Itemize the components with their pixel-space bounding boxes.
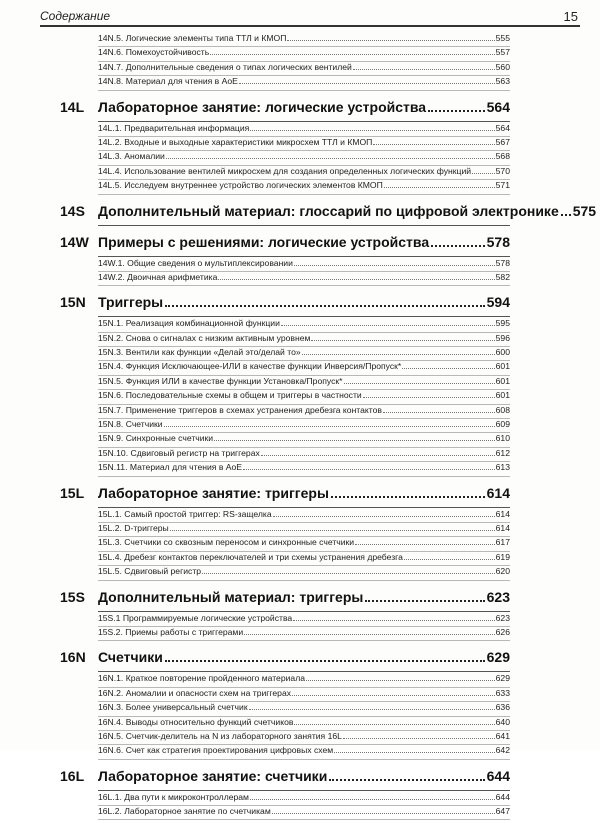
dot-leader [373,144,494,145]
entry-page: 600 [495,347,510,358]
entry-page: 612 [495,447,510,458]
chapter-title-line [98,203,596,219]
chapter-title-line [98,768,510,784]
chapter-page: 594 [486,294,510,311]
section-list [60,33,510,91]
toc-chapter [60,294,510,476]
entry-page: 613 [495,462,510,473]
toc-entry[interactable] [98,566,510,580]
entry-page: 629 [495,673,510,684]
dot-leader [287,40,494,41]
chapter-heading[interactable] [60,649,510,671]
entry-label: 14L.4. Использование вентилей микросхем для создания определенных логических функций [98,165,472,176]
entry-label: 14L.5. Исследуем внутреннее устройство логических элементов КМОП [98,180,383,191]
dot-leader [166,158,495,159]
entry-page: 570 [495,165,510,176]
entry-page: 633 [495,687,510,698]
dot-leader [329,779,484,781]
entry-label: 16N.6. Счет как стратегия проектирования цифровых схем [98,745,334,756]
chapter-number: 14L [60,98,85,115]
entry-page: 640 [495,716,510,727]
entry-label: 14N.5. Логические элементы типа ТТЛ и КМОП [98,33,287,43]
toc-entry[interactable] [98,390,510,404]
dot-leader [250,799,495,800]
toc-entry[interactable] [98,806,510,820]
entry-page: 636 [495,702,510,713]
dot-leader [302,354,495,355]
toc-entry[interactable] [98,318,510,332]
toc-entry[interactable] [98,258,510,272]
chapter-number: 15N [60,294,86,311]
chapter-rule [98,256,510,257]
toc-entry[interactable] [98,137,510,151]
toc-chapter [60,202,597,226]
dot-leader [170,530,495,531]
toc-entry[interactable] [98,33,510,47]
dot-leader [243,469,495,470]
dot-leader [218,279,494,280]
entry-label: 15N.9. Синхронные счетчики [98,433,214,444]
toc-entry[interactable] [98,613,510,627]
chapter-title: Лабораторное занятие: счетчики [98,767,328,784]
chapter-title: Счетчики [98,649,163,666]
entry-page: 609 [495,419,510,430]
toc-entry[interactable] [98,376,510,390]
toc-chapter [60,485,510,581]
entry-page: 557 [495,47,510,58]
dot-leader [249,709,495,710]
toc-entry[interactable] [98,702,510,716]
chapter-title-line [98,485,510,501]
entry-label: 15L.3. Счетчики со сквозным переносом и синхронные счетчики [98,537,355,548]
entry-label: 15N.1. Реализация комбинационной функции [98,318,280,329]
chapter-title: Примеры с решениями: логические устройства [98,233,430,250]
entry-page: 601 [495,375,510,386]
entry-label: 14W.1. Общие сведения о мультиплексировании [98,257,293,268]
chapter-number: 14S [60,202,85,219]
entry-page: 564 [495,122,510,133]
chapter-title-line [98,589,510,605]
toc-entry[interactable] [98,405,510,419]
dot-leader [214,440,495,441]
chapter-page: 578 [486,233,510,250]
toc-entry[interactable] [98,462,510,476]
section-list [60,509,510,581]
toc-entry[interactable] [98,166,510,180]
chapter-title-line [98,99,510,115]
dot-leader [261,455,495,456]
entry-label: 15N.7. Применение триггеров в схемах устранения дребезга контактов [98,404,382,415]
dot-leader [365,600,484,602]
toc-entry[interactable] [98,151,510,165]
dot-leader [239,83,495,84]
entry-page: 614 [495,508,510,519]
entry-page: 614 [495,522,510,533]
toc-entry[interactable] [98,333,510,347]
toc-entry[interactable] [98,347,510,361]
chapter-rule [98,611,510,612]
dot-leader [384,187,495,188]
chapter-page: 575 [572,202,597,219]
entry-page: 568 [495,151,510,162]
entry-label: 16L.1. Два пути к микроконтроллерам [98,791,249,802]
toc-entry[interactable] [98,627,510,641]
chapter-page: 564 [486,98,510,115]
toc-entry[interactable] [98,47,510,61]
dot-leader [344,383,495,384]
chapter-title: Триггеры [98,294,164,311]
chapter-number: 16N [60,649,86,666]
chapter-page: 629 [486,649,510,666]
toc-entry[interactable] [98,717,510,731]
toc-entry[interactable] [98,448,510,462]
chapter-heading[interactable] [60,768,510,790]
entry-page: 620 [495,566,510,577]
chapter-heading[interactable] [60,99,510,121]
section-list [60,318,510,476]
chapter-rule [98,671,510,672]
chapter-page: 644 [486,767,510,784]
entry-page: 601 [495,361,510,372]
toc-entry[interactable] [98,731,510,745]
entry-page: 610 [495,433,510,444]
dot-leader [165,305,485,307]
entry-label: 14W.2. Двоичная арифметика [98,271,218,282]
table-of-contents [60,33,597,824]
section-list [60,123,510,195]
dot-leader [363,397,495,398]
dot-leader [202,573,495,574]
dot-leader [281,325,495,326]
dot-leader [343,738,495,739]
entry-page: 642 [495,745,510,756]
entry-label: 16N.1. Краткое повторение пройденного материала [98,673,305,684]
toc-chapter [60,768,510,821]
header-rule [40,25,580,27]
dot-leader [355,544,495,545]
toc-chapter [60,234,510,287]
entry-label: 15N.10. Сдвиговый регистр на триггерах [98,447,260,458]
chapter-title: Лабораторное занятие: логические устройства [98,98,427,115]
dot-leader [306,680,495,681]
entry-label: 14L.2. Входные и выходные характеристики микросхем ТТЛ и КМОП [98,136,373,147]
toc-chapter [60,33,510,91]
toc-entry[interactable] [98,537,510,551]
entry-label: 15N.2. Снова о сигналах с низким активным уровнем [98,332,311,343]
toc-chapter [60,589,510,642]
chapter-title: Дополнительный материал: глоссарий по цифровой электронике [98,202,559,219]
section-list [60,613,510,642]
chapter-rule [98,507,510,508]
chapter-page: 614 [486,484,510,501]
chapter-number: 16L [60,767,85,784]
dot-leader [428,110,485,112]
chapter-title-line [98,234,510,250]
entry-label: 14N.6. Помехоустойчивость [98,47,210,58]
toc-entry[interactable] [98,76,510,90]
chapter-title: Дополнительный материал: триггеры [98,588,364,605]
page-header [40,6,590,26]
dot-leader [431,245,485,247]
toc-entry[interactable] [98,745,510,759]
dot-leader [472,173,495,174]
dot-leader [383,412,495,413]
entry-label: 15L.1. Самый простой триггер: RS-защелка [98,508,272,519]
dot-leader [273,516,495,517]
toc-entry[interactable] [98,552,510,566]
running-title: Содержание [40,9,111,23]
entry-page: 641 [495,730,510,741]
entry-label: 15N.5. Функция ИЛИ в качестве функции Установка/Пропуск* [98,375,343,386]
entry-page: 608 [495,404,510,415]
entry-label: 15L.5. Сдвиговый регистр [98,566,202,577]
entry-page: 595 [495,318,510,329]
chapter-number: 14W [60,233,89,250]
chapter-page: 623 [486,588,510,605]
dot-leader [404,559,495,560]
entry-label: 14N.8. Материал для чтения в AoE [98,76,238,87]
dot-leader [210,54,494,55]
entry-page: 563 [495,76,510,87]
entry-page: 571 [495,180,510,191]
entry-label: 15N.11. Материал для чтения в AoE [98,462,243,473]
toc-entry[interactable] [98,419,510,433]
chapter-rule [98,121,510,122]
chapter-heading[interactable] [60,485,510,507]
entry-page: 626 [495,626,510,637]
entry-label: 16N.5. Счетчик-делитель на N из лабораторного занятия 16L [98,730,342,741]
dot-leader [272,813,495,814]
toc-entry[interactable] [98,688,510,702]
dot-leader [292,695,495,696]
dot-leader [164,426,495,427]
dot-leader [244,634,495,635]
entry-page: 617 [495,537,510,548]
chapter-number: 15S [60,588,85,605]
entry-page: 647 [495,806,510,817]
chapter-title-line [98,649,510,665]
chapter-rule [98,225,510,226]
chapter-heading[interactable] [60,294,510,316]
chapter-rule [98,790,510,791]
toc-entry[interactable] [98,272,510,286]
entry-page: 596 [495,332,510,343]
chapter-heading[interactable] [60,589,510,611]
toc-entry[interactable] [98,509,510,523]
chapter-title-line [98,294,510,310]
entry-page: 601 [495,390,510,401]
entry-page: 619 [495,551,510,562]
dot-leader [402,368,494,369]
dot-leader [331,496,485,498]
entry-label: 15N.6. Последовательные схемы в общем и триггеры в частности [98,390,362,401]
dot-leader [311,340,494,341]
entry-label: 14L.3. Аномалии [98,151,165,162]
entry-label: 16N.4. Выводы относительно функций счетчиков [98,716,294,727]
entry-label: 16L.2. Лабораторное занятие по счетчикам [98,806,271,817]
section-list [60,673,510,759]
dot-leader [561,214,571,216]
toc-entry[interactable] [98,361,510,375]
dot-leader [165,660,485,662]
toc-chapter [60,99,510,195]
entry-label: 14N.7. Дополнительные сведения о типах логических вентилей [98,61,352,72]
toc-entry[interactable] [98,523,510,537]
entry-label: 15N.3. Вентили как функции «Делай это/делай то» [98,347,301,358]
entry-page: 582 [495,271,510,282]
chapter-number: 15L [60,484,85,501]
entry-label: 16N.2. Аномалии и опасности схем на триггерах [98,687,292,698]
entry-page: 623 [495,612,510,623]
entry-label: 15S.1 Программируемые логические устройства [98,612,293,623]
entry-label: 15S.2. Приемы работы с триггерами [98,626,244,637]
entry-label: 15N.8. Счетчики [98,419,163,430]
toc-entry[interactable] [98,673,510,687]
entry-label: 15N.4. Функция Исключающее-ИЛИ в качестве функции Инверсия/Пропуск* [98,361,402,372]
chapter-rule [98,316,510,317]
dot-leader [294,724,494,725]
toc-chapter [60,649,510,759]
dot-leader [293,620,494,621]
toc-entry[interactable] [98,62,510,76]
entry-label: 16N.3. Более универсальный счетчик [98,702,248,713]
chapter-heading[interactable] [60,234,510,256]
page-number: 15 [563,8,578,24]
section-list [60,792,510,821]
entry-page: 578 [495,257,510,268]
entry-label: 14L.1. Предварительная информация [98,122,250,133]
toc-entry[interactable] [98,792,510,806]
entry-label: 15L.2. D-триггеры [98,522,169,533]
chapter-heading[interactable] [60,202,597,225]
dot-leader [334,752,495,753]
entry-page: 560 [495,61,510,72]
entry-page: 567 [495,136,510,147]
dot-leader [250,130,494,131]
chapter-title: Лабораторное занятие: триггеры [98,484,329,501]
section-list [60,258,510,287]
toc-entry[interactable] [98,180,510,194]
dot-leader [294,265,495,266]
entry-label: 15L.4. Дребезг контактов переключателей и три схемы устранения дребезга [98,551,403,562]
entry-page: 644 [495,791,510,802]
entry-page: 555 [495,33,510,43]
toc-entry[interactable] [98,123,510,137]
dot-leader [353,69,495,70]
toc-entry[interactable] [98,433,510,447]
